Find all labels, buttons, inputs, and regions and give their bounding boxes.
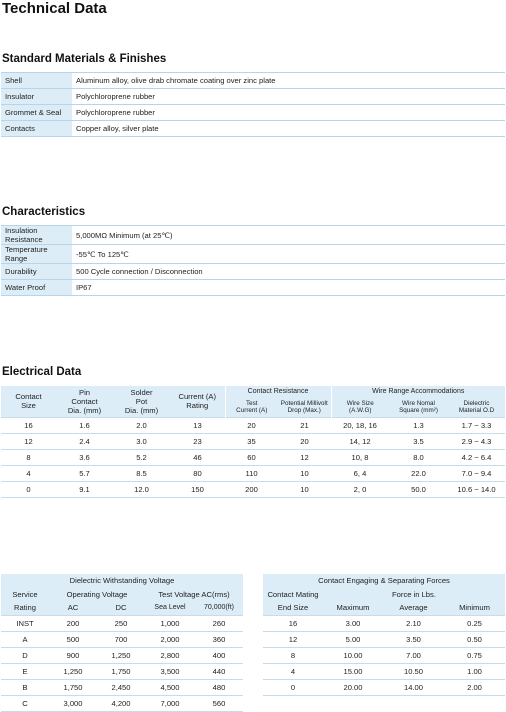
col-end-size: End Size: [263, 601, 323, 615]
electrical-cell: 20: [278, 433, 331, 449]
col-contact-mating: Contact Mating: [263, 587, 323, 601]
forces-cell: 10.50: [383, 663, 444, 679]
page-title: Technical Data: [2, 0, 107, 17]
materials-row: [1, 105, 505, 121]
characteristics-heading: Characteristics: [2, 206, 86, 218]
col-current-rating: Current (A) Rating: [170, 386, 225, 417]
dielectric-cell: 700: [97, 631, 145, 647]
electrical-cell: 3.0: [113, 433, 170, 449]
electrical-cell: 3.6: [56, 449, 113, 465]
electrical-cell: 10, 8: [331, 449, 389, 465]
electrical-cell: 4.2 ~ 6.4: [448, 449, 505, 465]
dielectric-cell: 4,500: [145, 679, 195, 695]
forces-cell: 3.00: [323, 615, 383, 631]
electrical-cell: 5.2: [113, 449, 170, 465]
forces-cell: 1.00: [444, 663, 505, 679]
col-wire-nominal: Wire Nomal Square (mm²): [389, 397, 448, 417]
electrical-cell: 9.1: [56, 481, 113, 497]
dielectric-cell: 900: [49, 647, 97, 663]
materials-value: Polychloroprene rubber: [72, 89, 505, 105]
col-dc: DC: [97, 601, 145, 615]
dielectric-cell: 2,800: [145, 647, 195, 663]
electrical-cell: 50.0: [389, 481, 448, 497]
dielectric-cell: 200: [49, 615, 97, 631]
electrical-cell: 60: [225, 449, 278, 465]
col-maximum: Maximum: [323, 601, 383, 615]
dielectric-cell: 1,000: [145, 615, 195, 631]
materials-value: Polychloroprene rubber: [72, 105, 505, 121]
dielectric-title: Dielectric Withstanding Voltage: [1, 574, 243, 587]
forces-row: [263, 663, 505, 679]
characteristics-label: Insulation Resistance: [1, 226, 72, 245]
dielectric-cell: 4,200: [97, 695, 145, 711]
dielectric-row: [1, 615, 243, 631]
electrical-cell: 35: [225, 433, 278, 449]
dielectric-cell: INST: [1, 615, 49, 631]
electrical-heading: Electrical Data: [2, 366, 82, 378]
forces-cell: 15.00: [323, 663, 383, 679]
electrical-cell: 21: [278, 417, 331, 433]
dielectric-cell: 7,000: [145, 695, 195, 711]
col-minimum: Minimum: [444, 601, 505, 615]
electrical-cell: 12.0: [113, 481, 170, 497]
materials-row: [1, 89, 505, 105]
electrical-cell: 1.6: [56, 417, 113, 433]
electrical-cell: 2, 0: [331, 481, 389, 497]
forces-row: [263, 631, 505, 647]
forces-cell: 12: [263, 631, 323, 647]
materials-value: Copper alloy, silver plate: [72, 121, 505, 137]
col-rating: Rating: [1, 601, 49, 615]
col-wire-size: Wire Size (A.W.G): [331, 397, 389, 417]
electrical-cell: 2.0: [113, 417, 170, 433]
forces-cell: 0.75: [444, 647, 505, 663]
dielectric-row: [1, 663, 243, 679]
characteristics-table: [1, 225, 505, 296]
materials-table: [1, 72, 505, 137]
forces-cell: 5.00: [323, 631, 383, 647]
dielectric-cell: 500: [49, 631, 97, 647]
characteristics-value: 500 Cycle connection / Disconnection: [72, 264, 505, 280]
dielectric-row: [1, 695, 243, 711]
electrical-row: [1, 481, 505, 497]
materials-label: Insulator: [1, 89, 72, 105]
forces-cell: 0.50: [444, 631, 505, 647]
electrical-cell: 6, 4: [331, 465, 389, 481]
electrical-row: [1, 433, 505, 449]
forces-cell: 0: [263, 679, 323, 695]
electrical-cell: 2.4: [56, 433, 113, 449]
characteristics-label: Water Proof: [1, 280, 72, 296]
dielectric-cell: C: [1, 695, 49, 711]
forces-cell: 3.50: [383, 631, 444, 647]
col-wire-range: Wire Range Accommodations: [331, 386, 505, 397]
forces-cell: 10.00: [323, 647, 383, 663]
forces-title: Contact Engaging & Separating Forces: [263, 574, 505, 587]
forces-cell: 2.10: [383, 615, 444, 631]
col-dielectric-od: Dielectric Material O.D: [448, 397, 505, 417]
dielectric-cell: 260: [195, 615, 243, 631]
forces-row: [263, 647, 505, 663]
electrical-cell: 3.5: [389, 433, 448, 449]
electrical-cell: 8: [1, 449, 56, 465]
electrical-cell: 13: [170, 417, 225, 433]
electrical-cell: 10: [278, 481, 331, 497]
characteristics-row: [1, 245, 505, 264]
col-force-lbs: Force in Lbs.: [323, 587, 505, 601]
dielectric-cell: 250: [97, 615, 145, 631]
col-contact-size: Contact Size: [1, 386, 56, 417]
col-test-current: Test Current (A): [225, 397, 278, 417]
dielectric-cell: 360: [195, 631, 243, 647]
electrical-cell: 2.9 ~ 4.3: [448, 433, 505, 449]
electrical-cell: 7.0 ~ 9.4: [448, 465, 505, 481]
materials-value: Aluminum alloy, olive drab chromate coating over zinc plate: [72, 73, 505, 89]
electrical-cell: 46: [170, 449, 225, 465]
electrical-cell: 4: [1, 465, 56, 481]
characteristics-value: -55℃ To 125℃: [72, 245, 505, 264]
forces-row: [263, 679, 505, 695]
dielectric-cell: D: [1, 647, 49, 663]
dielectric-cell: 560: [195, 695, 243, 711]
electrical-cell: 8.5: [113, 465, 170, 481]
materials-row: [1, 73, 505, 89]
materials-label: Contacts: [1, 121, 72, 137]
dielectric-cell: E: [1, 663, 49, 679]
electrical-cell: 16: [1, 417, 56, 433]
dielectric-cell: A: [1, 631, 49, 647]
dielectric-cell: 3,000: [49, 695, 97, 711]
dielectric-cell: B: [1, 679, 49, 695]
col-sea-level: Sea Level: [145, 601, 195, 615]
characteristics-label: Temperature Range: [1, 245, 72, 264]
forces-cell: 0.25: [444, 615, 505, 631]
electrical-cell: 12: [278, 449, 331, 465]
dielectric-cell: 2,000: [145, 631, 195, 647]
col-solder-dia: Solder Pot Dia. (mm): [113, 386, 170, 417]
electrical-cell: 20, 18, 16: [331, 417, 389, 433]
electrical-cell: 0: [1, 481, 56, 497]
electrical-cell: 150: [170, 481, 225, 497]
col-test-voltage: Test Voltage AC(rms): [145, 587, 243, 601]
dielectric-cell: 1,250: [49, 663, 97, 679]
materials-label: Shell: [1, 73, 72, 89]
characteristics-value: 5,000MΩ Minimum (at 25℃): [72, 226, 505, 245]
dielectric-cell: 3,500: [145, 663, 195, 679]
col-service: Service: [1, 587, 49, 601]
dielectric-table: [1, 574, 243, 712]
electrical-cell: 22.0: [389, 465, 448, 481]
forces-cell: 2.00: [444, 679, 505, 695]
electrical-cell: 10.6 ~ 14.0: [448, 481, 505, 497]
col-altitude: 70,000(ft): [195, 601, 243, 615]
characteristics-value: IP67: [72, 280, 505, 296]
electrical-cell: 20: [225, 417, 278, 433]
materials-label: Grommet & Seal: [1, 105, 72, 121]
dielectric-cell: 1,750: [49, 679, 97, 695]
dielectric-cell: 1,250: [97, 647, 145, 663]
forces-cell: 14.00: [383, 679, 444, 695]
dielectric-cell: 400: [195, 647, 243, 663]
electrical-cell: 14, 12: [331, 433, 389, 449]
dielectric-cell: 440: [195, 663, 243, 679]
electrical-cell: 1.3: [389, 417, 448, 433]
col-contact-resistance: Contact Resistance: [225, 386, 331, 397]
materials-row: [1, 121, 505, 137]
col-operating-voltage: Operating Voltage: [49, 587, 145, 601]
col-millivolt-drop: Potential Millivolt Drop (Max.): [278, 397, 331, 417]
forces-row: [263, 615, 505, 631]
electrical-row: [1, 449, 505, 465]
electrical-row: [1, 465, 505, 481]
characteristics-row: [1, 280, 505, 296]
electrical-cell: 8.0: [389, 449, 448, 465]
dielectric-cell: 480: [195, 679, 243, 695]
dielectric-cell: 2,450: [97, 679, 145, 695]
characteristics-row: [1, 264, 505, 280]
characteristics-row: [1, 226, 505, 245]
electrical-cell: 10: [278, 465, 331, 481]
electrical-cell: 200: [225, 481, 278, 497]
electrical-table: [1, 386, 505, 498]
electrical-row: [1, 417, 505, 433]
col-pin-dia: Pin Contact Dia. (mm): [56, 386, 113, 417]
dielectric-row: [1, 647, 243, 663]
forces-cell: 7.00: [383, 647, 444, 663]
electrical-cell: 1.7 ~ 3.3: [448, 417, 505, 433]
dielectric-row: [1, 679, 243, 695]
col-average: Average: [383, 601, 444, 615]
characteristics-label: Durability: [1, 264, 72, 280]
electrical-cell: 5.7: [56, 465, 113, 481]
forces-cell: 4: [263, 663, 323, 679]
electrical-cell: 12: [1, 433, 56, 449]
dielectric-cell: 1,750: [97, 663, 145, 679]
electrical-cell: 23: [170, 433, 225, 449]
forces-cell: 20.00: [323, 679, 383, 695]
electrical-cell: 110: [225, 465, 278, 481]
forces-table: [263, 574, 505, 696]
dielectric-row: [1, 631, 243, 647]
materials-heading: Standard Materials & Finishes: [2, 53, 167, 65]
electrical-cell: 80: [170, 465, 225, 481]
forces-cell: 8: [263, 647, 323, 663]
forces-cell: 16: [263, 615, 323, 631]
col-ac: AC: [49, 601, 97, 615]
